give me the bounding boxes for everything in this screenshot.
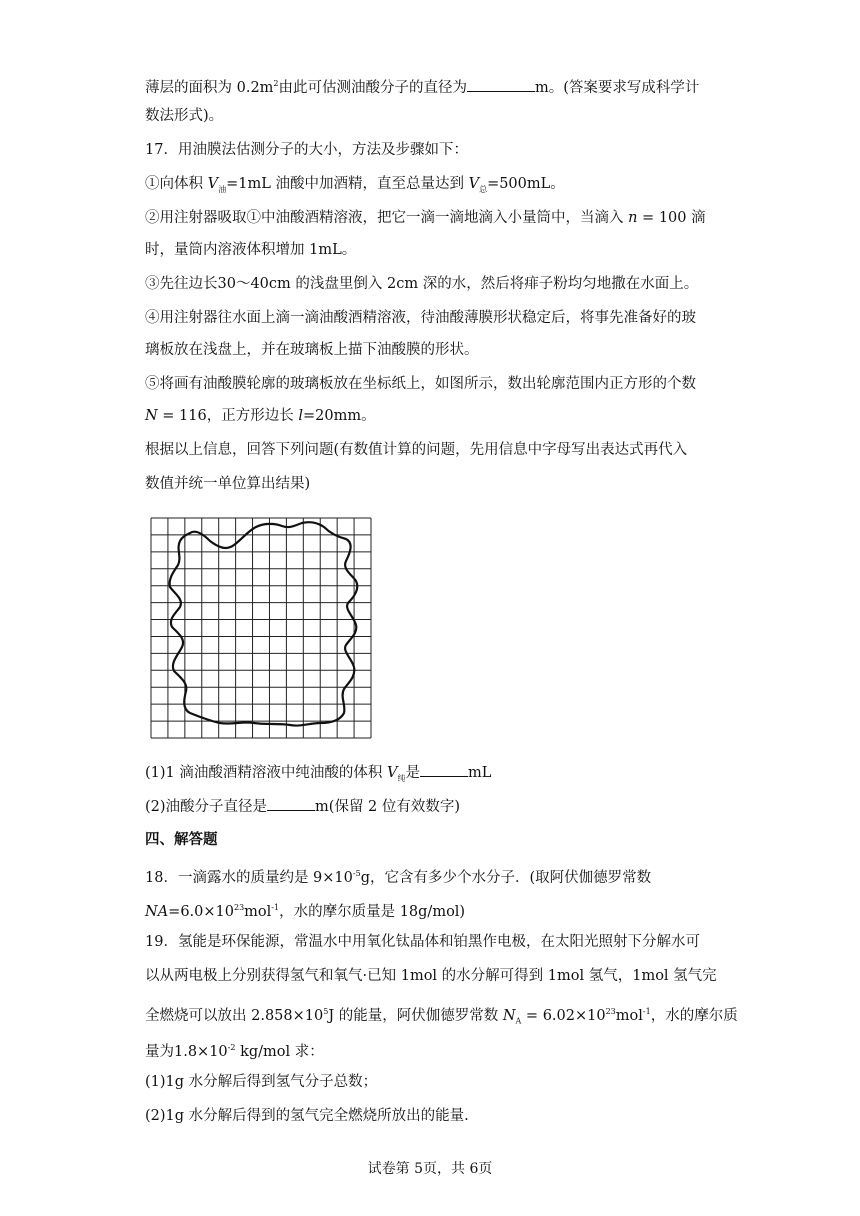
step-5: ⑤将画有油酸膜轮廓的玻璃板放在坐标纸上，如图所示，数出轮廓范围内正方形的个数	[145, 376, 696, 392]
question-19-cont: 量为$1.8\times 10^{-2}$ kg/mol 求：	[145, 1043, 324, 1060]
page-footer: 试卷第 5页，共 6页	[367, 1161, 493, 1177]
answer-blank[interactable]	[420, 762, 468, 777]
question-18: 18．一滴露水的质量约是 $9\times 10^{-5}g$，它含有多少个水分子．(取阿伏伽德罗常数	[145, 869, 652, 886]
question-19-cont: 以从两电极上分别获得氢气和氧气·已知 1mol 的水分解可得到 1mol 氢气，1mol 氢气完	[145, 968, 717, 984]
subquestion-1: (1)1 滴油酸酒精溶液中纯油酸的体积 $V_纯$是 mL	[145, 762, 491, 789]
text-line: 数法形式)。	[145, 108, 224, 124]
answer-blank[interactable]	[267, 796, 315, 811]
subquestion-1: (1)1g 水分解后得到氢气分子总数；	[145, 1074, 378, 1090]
answer-blank[interactable]	[467, 77, 535, 92]
step-3: ③先往边长30～40cm 的浅盘里倒入 2cm 深的水，然后将痱子粉均匀地撒在水面上。	[145, 276, 699, 292]
question-18-cont: $NA=6.0\times 10^{23}mol^{-1}$，水的摩尔质量是 18g/mol)	[145, 903, 466, 920]
instructions: 根据以上信息，回答下列问题(有数值计算的问题，先用信息中字母写出表达式再代入	[145, 442, 688, 458]
step-4: ④用注射器往水面上滴一滴油酸酒精溶液，待油酸薄膜形状稳定后，将事先准备好的玻	[145, 310, 696, 326]
step-4-cont: 璃板放在浅盘上，并在玻璃板上描下油酸膜的形状。	[145, 342, 479, 358]
instructions-cont: 数值并统一单位算出结果)	[145, 476, 311, 492]
question-19-cont: 全燃烧可以放出 $2.858\times 10^5J$ 的能量，阿伏伽德罗常数 $N_A = 6.02\times 10^{23}mol^{-1}$，水的摩尔质	[145, 1007, 738, 1026]
question-19: 19．氢能是环保能源，常温水中用氧化钛晶体和铂黑作电极，在太阳光照射下分解水可	[145, 934, 700, 950]
step-5-cont: N = 116，正方形边长 l=20mm。	[145, 408, 376, 424]
question-title: 17．用油膜法估测分子的大小，方法及步骤如下：	[145, 142, 468, 158]
oil-film-outline	[170, 522, 358, 725]
step-1: ①向体积 $V_油=1mL$ 油酸中加酒精，直至总量达到 $V_总=500mL$。	[145, 176, 565, 194]
step-2-cont: 时，量筒内溶液体积增加 1mL。	[145, 242, 357, 258]
subquestion-2: (2)1g 水分解后得到的氢气完全燃烧所放出的能量.	[145, 1108, 469, 1124]
oil-film-grid-figure	[150, 517, 372, 739]
text-line: 薄层的面积为 $0.2m^2$由此可估测油酸分子的直径为 m。(答案要求写成科学计	[145, 74, 699, 98]
step-2: ②用注射器吸取①中油酸酒精溶液，把它一滴一滴地滴入小量筒中，当滴入 n = 100 滴	[145, 210, 706, 226]
section-heading: 四、解答题	[145, 831, 218, 848]
subquestion-2: (2)油酸分子直径是 m(保留 2 位有效数字)	[145, 796, 460, 817]
